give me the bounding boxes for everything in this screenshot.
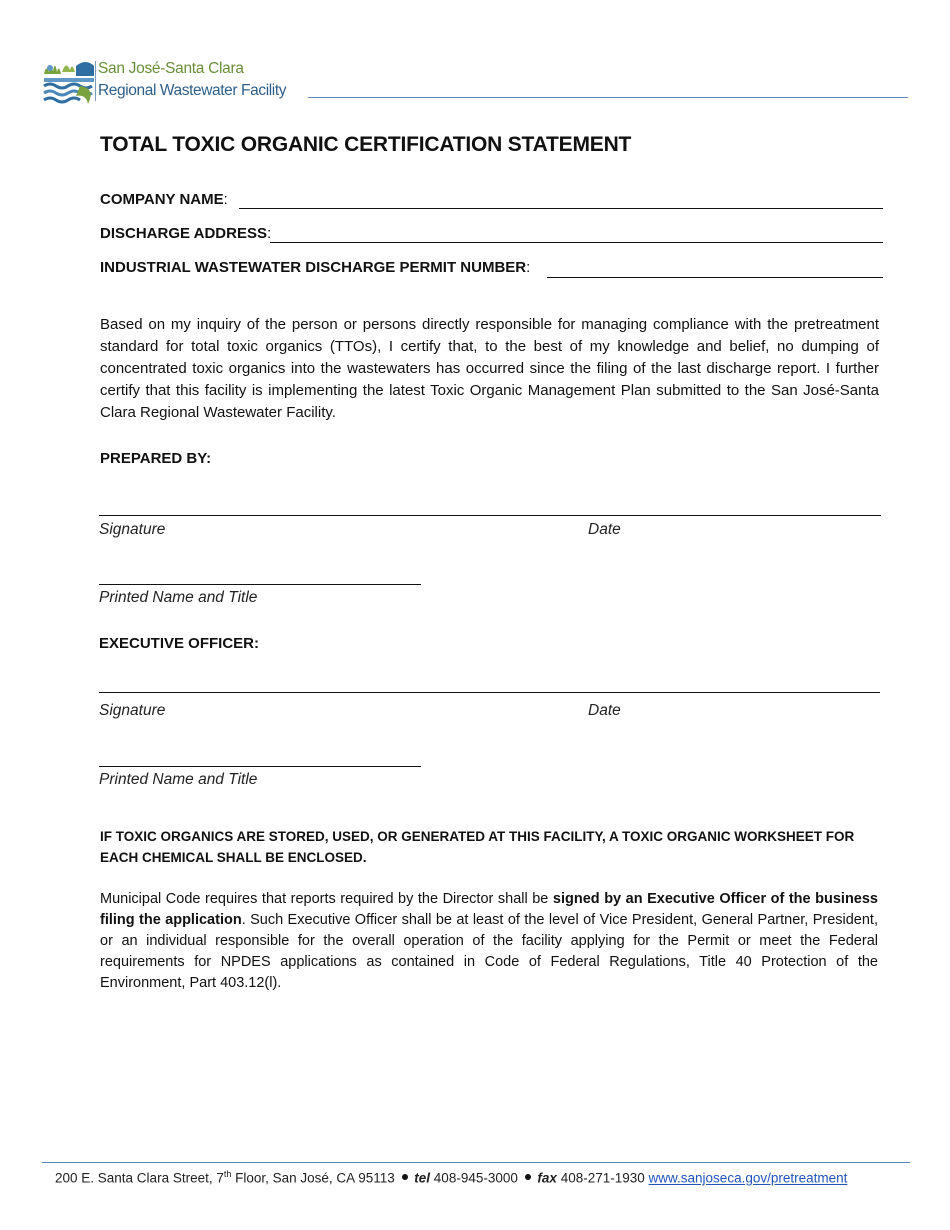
executive-officer-signature-label: Signature bbox=[99, 702, 166, 719]
discharge-address-text: DISCHARGE ADDRESS bbox=[100, 225, 267, 242]
code-text-part1: Municipal Code requires that reports required by the Director shall be bbox=[100, 891, 553, 907]
bullet-icon bbox=[525, 1174, 531, 1180]
discharge-address-colon: : bbox=[266, 225, 272, 242]
prepared-by-name-line[interactable] bbox=[99, 584, 421, 585]
footer-website-link[interactable]: www.sanjoseca.gov/pretreatment bbox=[648, 1170, 848, 1186]
prepared-by-name-label: Printed Name and Title bbox=[99, 589, 258, 606]
bullet-icon bbox=[402, 1174, 408, 1180]
discharge-address-field[interactable] bbox=[270, 242, 883, 243]
header-rule bbox=[308, 97, 908, 98]
footer-address-sup: th bbox=[223, 1169, 232, 1179]
footer-address: 200 E. Santa Clara Street, 7 bbox=[55, 1170, 224, 1186]
prepared-by-signature-line[interactable] bbox=[99, 515, 881, 516]
prepared-by-heading: PREPARED BY: bbox=[100, 450, 212, 467]
company-name-label bbox=[100, 191, 228, 208]
footer-tel: 408-945-3000 bbox=[433, 1170, 518, 1186]
prepared-by-date-label: Date bbox=[588, 521, 621, 538]
code-text-bold: signed by an Executive Officer of the business filing the application bbox=[100, 891, 878, 928]
brand-divider bbox=[95, 61, 96, 101]
footer-rule bbox=[42, 1162, 910, 1163]
permit-number-label bbox=[100, 259, 530, 276]
org-name-line1: San José-Santa Clara bbox=[98, 60, 244, 77]
footer-address-rest: Floor, San José, CA 95113 bbox=[231, 1170, 395, 1186]
toxic-worksheet-notice: IF TOXIC ORGANICS ARE STORED, USED, OR GENERATED AT THIS FACILITY, A TOXIC ORGANIC WORKSHEET FOR EACH CHEMICAL SHALL BE ENCLOSED. bbox=[100, 829, 855, 865]
executive-officer-signature-line[interactable] bbox=[99, 692, 880, 693]
executive-officer-date-label: Date bbox=[588, 702, 621, 719]
permit-number-colon: : bbox=[526, 259, 531, 276]
executive-officer-heading: EXECUTIVE OFFICER: bbox=[99, 635, 260, 652]
footer-tel-label: tel bbox=[414, 1170, 431, 1186]
footer-contact bbox=[55, 1169, 847, 1186]
certification-paragraph: Based on my inquiry of the person or persons directly responsible for managing compliance with the pretreatment standard for total toxic organics (TTOs), I certify that, to the best of my knowledge and belief, no dumping of concentrated toxic organics into the wastewaters has occurred since the filing of the last discharge report. I further certify that this facility is implementing the latest Toxic Organic Management Plan submitted to the San José-Santa Clara Regional Wastewater Facility. bbox=[100, 316, 879, 421]
footer-fax-label: fax bbox=[537, 1170, 557, 1186]
code-text-part2: . Such Executive Officer shall be at least of the level of Vice President, General Partner, President, or an individual responsible for the overall operation of the facility applying for the Permit or meet the Federal requirements for NPDES applications as contained in Code of Federal Regulations, Title 40 Protection of the Environment, Part 403.12(l). bbox=[100, 912, 878, 991]
page-title: TOTAL TOXIC ORGANIC CERTIFICATION STATEMENT bbox=[100, 133, 632, 156]
footer-fax: 408-271-1930 bbox=[560, 1170, 645, 1186]
permit-number-field[interactable] bbox=[547, 277, 883, 278]
executive-officer-name-line[interactable] bbox=[99, 766, 421, 767]
org-name-line2: Regional Wastewater Facility bbox=[98, 82, 287, 99]
prepared-by-signature-label: Signature bbox=[99, 521, 166, 538]
company-name-colon: : bbox=[223, 191, 228, 208]
municipal-code-paragraph bbox=[100, 889, 878, 994]
permit-number-text: INDUSTRIAL WASTEWATER DISCHARGE PERMIT NUMBER bbox=[100, 259, 527, 276]
discharge-address-label bbox=[100, 225, 271, 242]
wastewater-facility-logo-icon bbox=[40, 56, 98, 110]
executive-officer-name-label: Printed Name and Title bbox=[99, 771, 258, 788]
company-name-text: COMPANY NAME bbox=[100, 191, 224, 208]
company-name-field[interactable] bbox=[239, 208, 883, 209]
